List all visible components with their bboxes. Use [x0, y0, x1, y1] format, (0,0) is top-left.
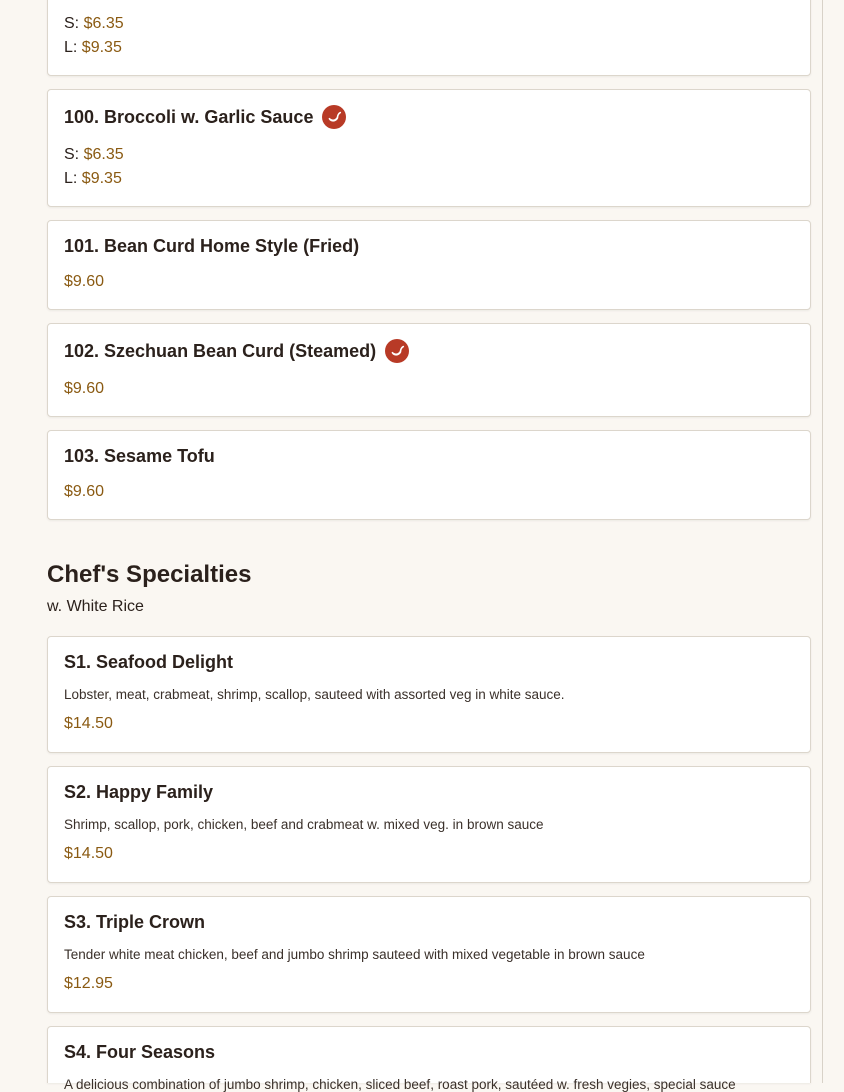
item-description: Lobster, meat, crabmeat, shrimp, scallop, sauteed with assorted veg in white sauce. [64, 687, 565, 702]
item-price: $14.50 [64, 715, 113, 732]
item-title: 102. Szechuan Bean Curd (Steamed) [64, 339, 409, 363]
price-small: $6.35 [83, 146, 124, 163]
menu-item-card[interactable] [47, 220, 811, 310]
item-title: S1. Seafood Delight [64, 652, 234, 672]
item-price: $9.60 [64, 483, 105, 500]
menu-item-card[interactable] [47, 896, 811, 1013]
item-price: $12.95 [64, 975, 113, 992]
section-subtitle: w. White Rice [47, 598, 144, 615]
item-title: 103. Sesame Tofu [64, 446, 215, 466]
item-price: $9.60 [64, 273, 105, 290]
menu-item-card[interactable] [47, 636, 811, 753]
price-small: $6.35 [83, 15, 124, 32]
chili-pepper-icon [385, 339, 409, 363]
item-price: $9.60 [64, 380, 105, 397]
item-description: Shrimp, scallop, pork, chicken, beef and crabmeat w. mixed veg. in brown sauce [64, 817, 544, 832]
section-title: Chef's Specialties [47, 561, 252, 588]
menu-item-card[interactable] [47, 323, 811, 417]
item-price: $14.50 [64, 845, 113, 862]
price-line-large: L: $9.35 [64, 39, 122, 56]
menu-item-card[interactable] [47, 766, 811, 883]
price-line-small: S: $6.35 [64, 15, 124, 32]
menu-item-card[interactable] [47, 0, 811, 76]
item-title: S2. Happy Family [64, 782, 214, 802]
item-title: 100. Broccoli w. Garlic Sauce [64, 105, 346, 129]
price-large: $9.35 [81, 170, 122, 187]
price-line-large: L: $9.35 [64, 170, 122, 187]
page-edge-divider [822, 0, 823, 1083]
price-large: $9.35 [81, 39, 122, 56]
item-title: 101. Bean Curd Home Style (Fried) [64, 236, 360, 256]
menu-item-card[interactable] [47, 430, 811, 520]
chili-pepper-icon [322, 105, 346, 129]
item-title: S4. Four Seasons [64, 1042, 216, 1062]
item-description: A delicious combination of jumbo shrimp, chicken, sliced beef, roast pork, sautéed w. fresh vegies, special sauce [64, 1077, 736, 1092]
item-description: Tender white meat chicken, beef and jumbo shrimp sauteed with mixed vegetable in brown sauce [64, 947, 645, 962]
menu-item-card[interactable] [47, 1026, 811, 1092]
item-title: S3. Triple Crown [64, 912, 206, 932]
menu-item-card[interactable] [47, 89, 811, 207]
price-line-small: S: $6.35 [64, 146, 124, 163]
